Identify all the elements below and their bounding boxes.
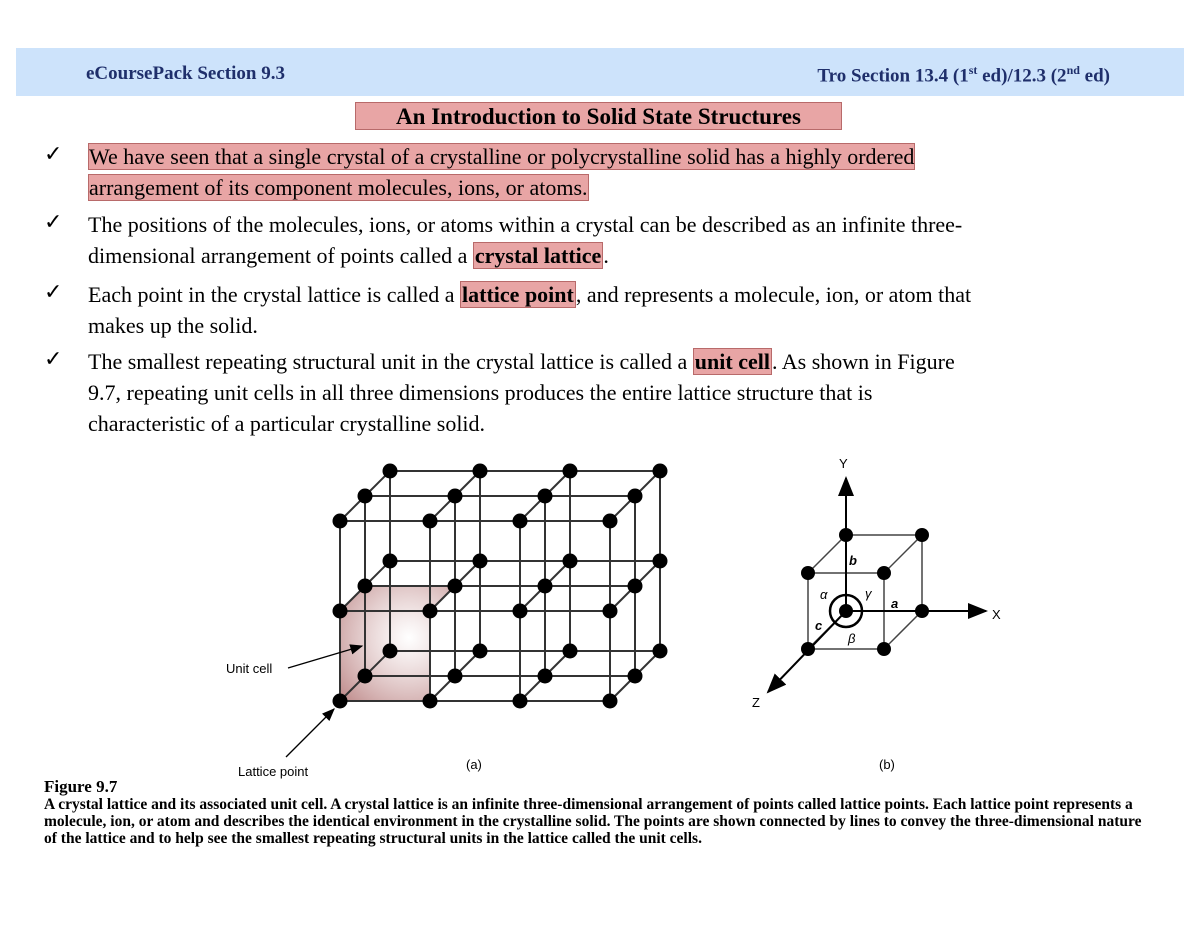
lattice-point bbox=[628, 489, 643, 504]
figure-caption bbox=[44, 778, 1154, 847]
cell-edge bbox=[884, 611, 922, 649]
lattice-point bbox=[423, 694, 438, 709]
cell-lattice-point bbox=[839, 528, 853, 542]
lattice-point-arrow bbox=[286, 709, 334, 757]
check-icon: ✓ bbox=[44, 210, 63, 235]
lattice-point bbox=[358, 669, 373, 684]
edge-b-label: b bbox=[849, 553, 857, 568]
axis-x-label: X bbox=[992, 607, 1001, 622]
lattice-point bbox=[628, 579, 643, 594]
lattice-point bbox=[628, 669, 643, 684]
lattice-point bbox=[448, 579, 463, 594]
lattice-point bbox=[603, 514, 618, 529]
lattice-point bbox=[473, 554, 488, 569]
lattice-point bbox=[603, 604, 618, 619]
lattice-point bbox=[513, 514, 528, 529]
lattice-point bbox=[563, 464, 578, 479]
caption-bold: A crystal lattice and its associated unit cell. bbox=[44, 796, 328, 813]
lattice-point bbox=[473, 464, 488, 479]
cell-lattice-point bbox=[801, 566, 815, 580]
bullet-4: The smallest repeating structural unit in the crystal lattice is called a unit cell. As shown in Figure 9.7, repeating unit cells in all three dimensions produces the entire lattice structure that is characteristic of a particular crystalline solid. bbox=[88, 349, 955, 436]
cell-edge bbox=[808, 535, 846, 573]
bullet-2: The positions of the molecules, ions, or atoms within a crystal can be described as an infinite three- dimensional arrangement of points called a crystal lattice. bbox=[88, 212, 963, 268]
check-icon: ✓ bbox=[44, 142, 63, 167]
cell-edge bbox=[884, 535, 922, 573]
angle-gamma-label: γ bbox=[865, 586, 872, 601]
axis-y-label: Y bbox=[839, 456, 848, 471]
angle-alpha-label: α bbox=[820, 587, 828, 602]
lattice-point bbox=[513, 694, 528, 709]
label-a: (a) bbox=[466, 757, 482, 772]
lattice-point bbox=[538, 489, 553, 504]
angle-beta-label: β bbox=[848, 631, 856, 646]
lattice-point bbox=[538, 669, 553, 684]
cell-lattice-point bbox=[915, 528, 929, 542]
check-icon: ✓ bbox=[44, 280, 63, 305]
page-title: An Introduction to Solid State Structures bbox=[355, 102, 842, 130]
lattice-point bbox=[538, 579, 553, 594]
lattice-point bbox=[513, 604, 528, 619]
lattice-point bbox=[448, 489, 463, 504]
lattice-point bbox=[603, 694, 618, 709]
lattice-point bbox=[563, 554, 578, 569]
lattice-point bbox=[653, 464, 668, 479]
lattice-point bbox=[383, 644, 398, 659]
caption-text: A crystal lattice is an infinite three-dimensional arrangement of points called lattice points. Each lattice point represents a molecule, ion, or atom and describes the identical environment in the crystalline solid. The points are shown connected by lines to convey the three-dimensional nature of the lattice and to help see the smallest repeating structural units in the lattice called the unit cells. bbox=[44, 796, 1142, 847]
caption-figure-number: Figure 9.7 bbox=[44, 777, 118, 796]
label-lattice-point: Lattice point bbox=[238, 764, 309, 779]
lattice-point bbox=[448, 669, 463, 684]
bullet-1: We have seen that a single crystal of a crystalline or polycrystalline solid has a highly ordered arrangement of its component molecules, ions, or atoms. bbox=[89, 144, 915, 200]
cell-lattice-point bbox=[877, 566, 891, 580]
check-icon: ✓ bbox=[44, 347, 63, 372]
lattice-point bbox=[383, 464, 398, 479]
lattice-point bbox=[358, 579, 373, 594]
term-crystal-lattice: crystal lattice bbox=[474, 243, 602, 268]
cell-lattice-point bbox=[801, 642, 815, 656]
lattice-point bbox=[563, 644, 578, 659]
header-right: Tro Section 13.4 (1st ed)/12.3 (2nd ed) bbox=[817, 63, 1110, 87]
term-lattice-point: lattice point bbox=[462, 282, 574, 307]
label-b: (b) bbox=[879, 757, 895, 772]
lattice-drawing bbox=[286, 464, 668, 758]
cell-lattice-point bbox=[877, 642, 891, 656]
lattice-point bbox=[423, 514, 438, 529]
axis-z-label: Z bbox=[752, 695, 760, 710]
lattice-point bbox=[473, 644, 488, 659]
header-left: eCoursePack Section 9.3 bbox=[86, 63, 285, 84]
cell-lattice-point bbox=[915, 604, 929, 618]
lattice-point bbox=[383, 554, 398, 569]
lattice-point bbox=[653, 554, 668, 569]
cell-lattice-point bbox=[839, 604, 853, 618]
lattice-point bbox=[333, 514, 348, 529]
edge-a-label: a bbox=[891, 596, 899, 611]
label-unit-cell: Unit cell bbox=[226, 661, 273, 676]
unit-cell-drawing bbox=[768, 478, 986, 692]
lattice-point bbox=[333, 604, 348, 619]
lattice-point bbox=[333, 694, 348, 709]
edge-c-label: c bbox=[815, 618, 823, 633]
lattice-point bbox=[358, 489, 373, 504]
term-unit-cell: unit cell bbox=[694, 349, 770, 374]
lattice-point bbox=[423, 604, 438, 619]
bullet-3: Each point in the crystal lattice is called a lattice point, and represents a molecule, ion, or atom that makes up the solid. bbox=[88, 282, 972, 338]
lattice-point bbox=[653, 644, 668, 659]
